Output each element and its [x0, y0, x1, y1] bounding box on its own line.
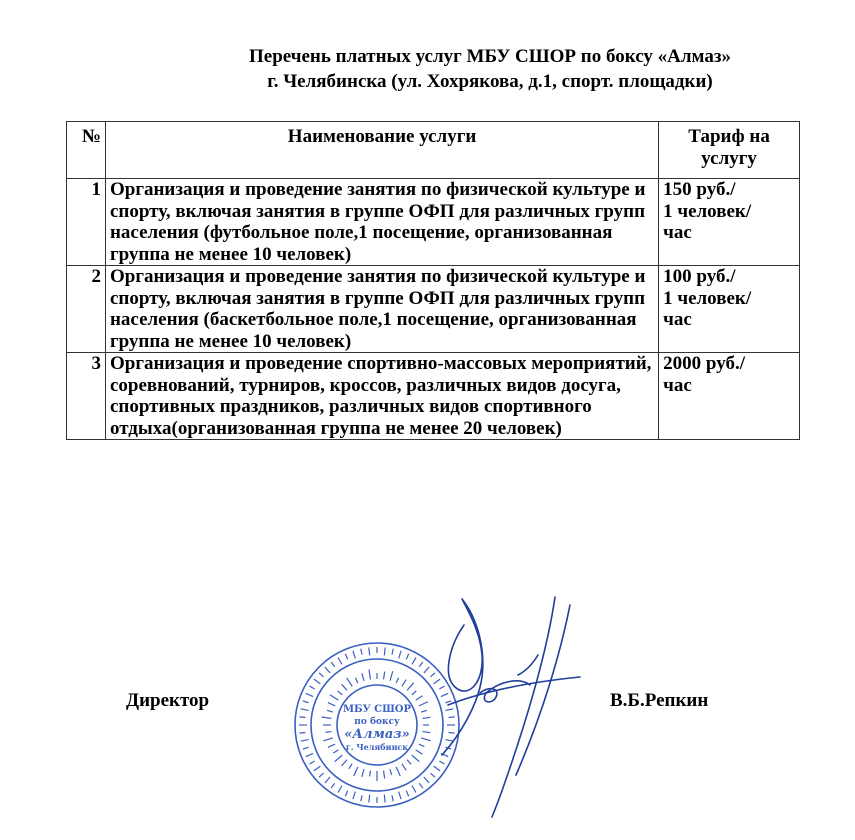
- stamp-lettering-mark: [384, 672, 385, 680]
- stamp-lettering-mark: [407, 760, 411, 765]
- stamp-lettering-mark: [299, 717, 305, 718]
- stamp-lettering-mark: [384, 771, 385, 779]
- stamp-lettering-mark: [412, 755, 420, 762]
- row-number: 3: [67, 353, 106, 440]
- director-signature: [420, 585, 600, 825]
- service-tariff: 100 руб./ 1 человек/ час: [659, 266, 800, 353]
- stamp-lettering-mark: [309, 761, 314, 764]
- stamp-lettering-mark: [392, 795, 393, 801]
- table-row: [67, 179, 800, 266]
- column-header-service-name: Наименование услуги: [105, 122, 658, 179]
- stamp-lettering-mark: [303, 747, 309, 749]
- director-name: В.Б.Репкин: [610, 690, 709, 711]
- stamp-lettering-mark: [325, 667, 330, 673]
- stamp-lettering-mark: [412, 691, 417, 695]
- stamp-lettering-mark: [361, 649, 362, 655]
- column-header-number: №: [67, 122, 106, 179]
- stamp-lettering-mark: [353, 792, 355, 800]
- service-name: Организация и проведение занятия по физической культуре и спорту, включая занятия в группе ОФП для различных групп населения (футбольное поле,1 посещение, организованная группа не менее 10 человек): [105, 179, 658, 266]
- stamp-lettering-mark: [325, 777, 330, 783]
- row-number: 1: [67, 179, 106, 266]
- stamp-lettering-mark: [323, 738, 333, 741]
- service-tariff: 2000 руб./ час: [659, 353, 800, 440]
- document-title: [180, 44, 800, 94]
- stamp-lettering-mark: [345, 654, 347, 659]
- stamp-lettering-mark: [402, 764, 406, 771]
- stamp-lettering-mark: [396, 678, 398, 683]
- stamp-lettering-mark: [338, 657, 342, 664]
- stamp-lettering-mark: [314, 766, 320, 771]
- service-tariff: 150 руб./ 1 человек/ час: [659, 179, 800, 266]
- stamp-text-line-2: по боксу: [354, 717, 400, 727]
- stamp-lettering-mark: [303, 701, 309, 703]
- stamp-lettering-mark: [342, 684, 347, 690]
- stamp-text-line-3: «Алмаз»: [344, 727, 410, 742]
- stamp-lettering-mark: [355, 678, 357, 683]
- stamp-lettering-mark: [306, 753, 313, 756]
- stamp-lettering-mark: [299, 733, 305, 734]
- services-table: [66, 121, 800, 440]
- stamp-lettering-mark: [362, 673, 364, 681]
- stamp-lettering-mark: [412, 786, 416, 793]
- stamp-lettering-mark: [399, 792, 401, 800]
- stamp-text-line-1: МБУ СШОР: [342, 704, 412, 715]
- stamp-lettering-mark: [399, 651, 401, 659]
- stamp-lettering-mark: [412, 657, 416, 664]
- stamp-lettering-mark: [384, 647, 385, 655]
- stamp-lettering-mark: [354, 767, 358, 776]
- stamp-lettering-mark: [347, 678, 352, 686]
- stamp-lettering-mark: [335, 755, 343, 762]
- stamp-lettering-mark: [390, 671, 393, 681]
- stamp-lettering-mark: [301, 740, 309, 742]
- stamp-lettering-mark: [309, 686, 314, 689]
- row-number: 2: [67, 266, 106, 353]
- table-header-row: [67, 122, 800, 179]
- stamp-lettering-mark: [402, 680, 406, 687]
- stamp-lettering-mark: [392, 649, 393, 655]
- stamp-lettering-mark: [369, 795, 370, 803]
- stamp-lettering-mark: [369, 647, 370, 655]
- table-row: [67, 353, 800, 440]
- stamp-lettering-mark: [406, 791, 408, 796]
- stamp-lettering-mark: [362, 769, 364, 777]
- stamp-lettering-mark: [369, 670, 370, 680]
- title-line-2: г. Челябинска (ул. Хохрякова, д.1, спорт. площадки): [267, 71, 713, 92]
- stamp-text-line-4: г. Челябинск: [345, 742, 409, 752]
- director-title: Директор: [126, 690, 210, 711]
- service-name: Организация и проведение спортивно-массовых мероприятий, соревнований, турниров, кроссов, различных видов досуга, спортивных праздников, различных видов спортивного отдыха(организованная группа не менее 20 человек): [105, 353, 658, 440]
- stamp-lettering-mark: [326, 732, 332, 733]
- stamp-lettering-mark: [338, 786, 342, 793]
- stamp-lettering-mark: [384, 795, 385, 803]
- stamp-lettering-mark: [306, 693, 313, 696]
- stamp-lettering-mark: [319, 773, 323, 777]
- stamp-lettering-mark: [338, 691, 343, 695]
- stamp-lettering-mark: [342, 760, 347, 766]
- service-name: Организация и проведение занятия по физической культуре и спорту, включая занятия в группе ОФП для различных групп населения (баскетбольное поле,1 посещение, организованная группа не менее 10 человек): [105, 266, 658, 353]
- column-header-tariff: Тариф на услугу: [659, 122, 800, 179]
- stamp-lettering-mark: [390, 769, 392, 775]
- stamp-lettering-mark: [322, 717, 332, 718]
- stamp-lettering-mark: [361, 795, 362, 801]
- stamp-lettering-mark: [345, 791, 347, 796]
- stamp-lettering-mark: [319, 673, 323, 677]
- stamp-lettering-mark: [407, 683, 414, 691]
- stamp-lettering-mark: [314, 679, 320, 684]
- stamp-lettering-mark: [333, 750, 338, 753]
- stamp-lettering-mark: [396, 767, 400, 776]
- stamp-lettering-mark: [370, 771, 371, 777]
- stamp-lettering-mark: [301, 709, 309, 711]
- stamp-lettering-mark: [328, 744, 335, 747]
- stamp-lettering-mark: [331, 783, 335, 788]
- title-line-1: Перечень платных услуг МБУ СШОР по боксу «Алмаз»: [249, 46, 731, 67]
- stamp-lettering-mark: [330, 695, 338, 700]
- stamp-lettering-mark: [328, 703, 335, 706]
- stamp-lettering-mark: [349, 764, 352, 769]
- stamp-lettering-mark: [353, 651, 355, 659]
- stamp-lettering-mark: [331, 662, 335, 667]
- stamp-lettering-mark: [406, 654, 408, 659]
- stamp-lettering-mark: [327, 710, 333, 712]
- table-row: [67, 266, 800, 353]
